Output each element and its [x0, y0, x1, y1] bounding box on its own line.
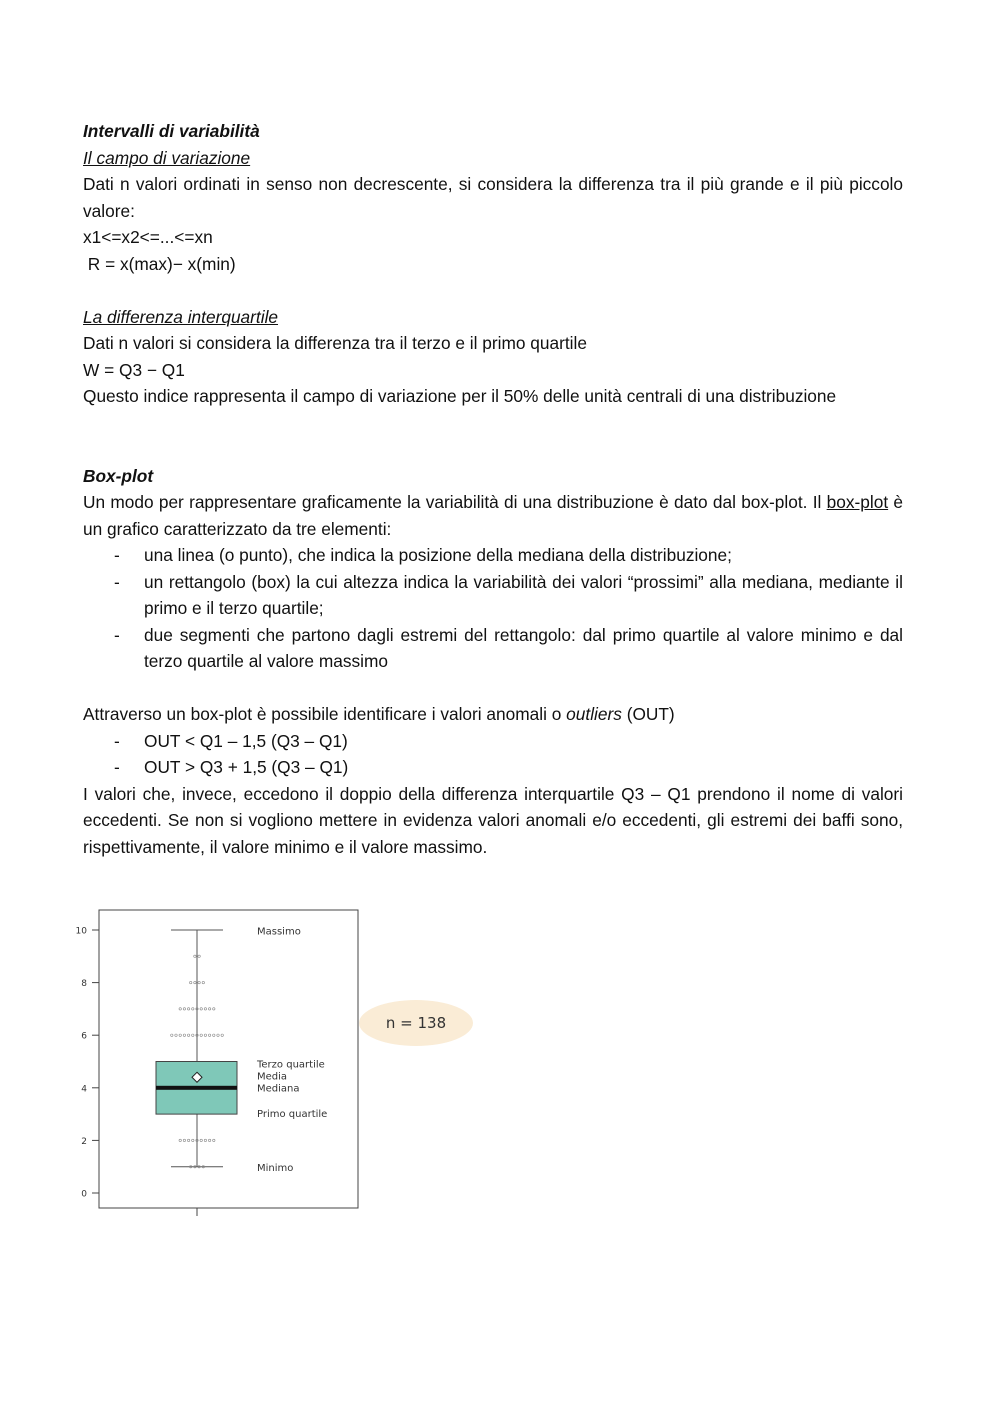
data-point [208, 1008, 210, 1010]
list-item-text: un rettangolo (box) la cui altezza indica la variabilità dei valori “prossimi” alla mediana, mediante il primo e il terzo quartile; [144, 571, 903, 618]
data-point [200, 1008, 202, 1010]
data-point [179, 1139, 181, 1141]
list-item [83, 622, 903, 675]
data-point [179, 1008, 181, 1010]
paragraph-campo-definition: Dati n valori ordinati in senso non decrescente, si considera la differenza tra il più grande e il più piccolo valore: [83, 174, 903, 221]
data-point [179, 1034, 181, 1036]
paragraph-eccedenti: I valori che, invece, eccedono il doppio della differenza interquartile Q3 – Q1 prendono il nome di valori eccedenti. Se non si vogliono mettere in evidenza valori anomali e/o eccedenti, gli estremi dei baffi sono, rispettivamente, il valore minimo e il valore massimo. [83, 783, 903, 857]
data-point [175, 1034, 177, 1036]
paragraph-interquartile-meaning: Questo indice rappresenta il campo di variazione per il 50% delle unità centrali di una distribuzione [83, 386, 837, 406]
list-item-text: una linea (o punto), che indica la posizione della mediana della distribuzione; [144, 545, 732, 565]
data-point [198, 981, 200, 983]
heading-campo-variazione: Il campo di variazione [83, 147, 251, 168]
data-point [200, 1034, 202, 1036]
annotation-max: Massimo [257, 926, 301, 938]
annotation-mean: Media [257, 1071, 288, 1083]
spacer [83, 675, 903, 702]
sample-size-label: n = 138 [385, 1014, 447, 1032]
y-tick-label: 6 [81, 1031, 87, 1042]
formula-order: x1<=x2<=...<=xn [83, 227, 213, 247]
data-point [204, 1008, 206, 1010]
boxplot-chart [70, 900, 490, 1230]
dash-bullet: - [114, 571, 120, 592]
sample-size-badge [359, 1000, 473, 1046]
intro-text-start: Un modo per rappresentare graficamente la variabilità di una distribuzione è dato dal box-plot. Il [83, 492, 827, 512]
section-title-variability: Intervalli di variabilità [83, 121, 260, 141]
data-point [183, 1139, 185, 1141]
formula-interquartile: W = Q3 − Q1 [83, 359, 185, 380]
dash-bullet: - [114, 757, 120, 777]
list-item [83, 542, 903, 569]
y-tick-label: 4 [81, 1084, 87, 1095]
annotation-median: Mediana [257, 1083, 300, 1095]
dash-bullet: - [114, 545, 120, 565]
data-point [192, 1034, 194, 1036]
list-item [83, 728, 903, 755]
data-point [194, 955, 196, 957]
data-point [213, 1008, 215, 1010]
data-point [213, 1034, 215, 1036]
data-point [187, 1008, 189, 1010]
y-tick-label: 2 [81, 1136, 87, 1147]
y-tick-label: 8 [81, 979, 87, 990]
list-item-text: due segmenti che partono dagli estremi del rettangolo: dal primo quartile al valore minimo e dal terzo quartile al valore massimo [144, 624, 903, 671]
data-point [187, 1139, 189, 1141]
list-item [83, 754, 903, 781]
spacer [83, 410, 903, 463]
data-point [221, 1034, 223, 1036]
annotation-q3: Terzo quartile [257, 1059, 325, 1071]
boxplot-elements-list [83, 542, 903, 675]
intro-underlined-term: box-plot [826, 492, 889, 512]
data-point [208, 1034, 210, 1036]
outlier-rules-list [83, 728, 903, 781]
data-point [213, 1139, 215, 1141]
list-item [83, 569, 903, 622]
median-line [156, 1086, 237, 1090]
paragraph-boxplot-intro [83, 489, 903, 542]
section-title-boxplot: Box-plot [83, 465, 154, 486]
data-point [204, 1034, 206, 1036]
data-point [192, 1139, 194, 1141]
outliers-term: outliers [566, 704, 622, 724]
data-point [187, 1034, 189, 1036]
data-point [192, 1008, 194, 1010]
outliers-text-start: Attraverso un box-plot è possibile identificare i valori anomali o [83, 704, 567, 724]
data-point [202, 981, 204, 983]
data-point [217, 1034, 219, 1036]
y-tick-label: 0 [81, 1189, 87, 1200]
dash-bullet: - [114, 624, 120, 645]
outlier-rule-upper: OUT > Q3 + 1,5 (Q3 – Q1) [144, 757, 349, 777]
data-point [183, 1034, 185, 1036]
data-point [204, 1139, 206, 1141]
data-point [208, 1139, 210, 1141]
dash-bullet: - [114, 730, 120, 751]
boxplot-figure [70, 900, 490, 1230]
paragraph-interquartile-definition: Dati n valori si considera la differenza tra il terzo e il primo quartile [83, 333, 587, 353]
annotation-q1: Primo quartile [257, 1109, 328, 1121]
annotation-min: Minimo [257, 1163, 294, 1175]
data-point [171, 1034, 173, 1036]
y-tick-label: 10 [75, 926, 87, 937]
formula-range: R = x(max)− x(min) [83, 253, 236, 274]
intro-text-end: è un grafico caratterizzato da tre elementi: [83, 492, 903, 539]
data-point [200, 1139, 202, 1141]
data-point [183, 1008, 185, 1010]
paragraph-outliers [83, 701, 903, 728]
data-point [190, 981, 192, 983]
outlier-rule-lower: OUT < Q1 – 1,5 (Q3 – Q1) [144, 730, 348, 751]
document-body [83, 118, 903, 860]
spacer [83, 277, 903, 304]
data-point [194, 981, 196, 983]
outliers-text-end: (OUT) [621, 704, 675, 724]
data-point [198, 955, 200, 957]
heading-interquartile: La differenza interquartile [83, 306, 279, 327]
